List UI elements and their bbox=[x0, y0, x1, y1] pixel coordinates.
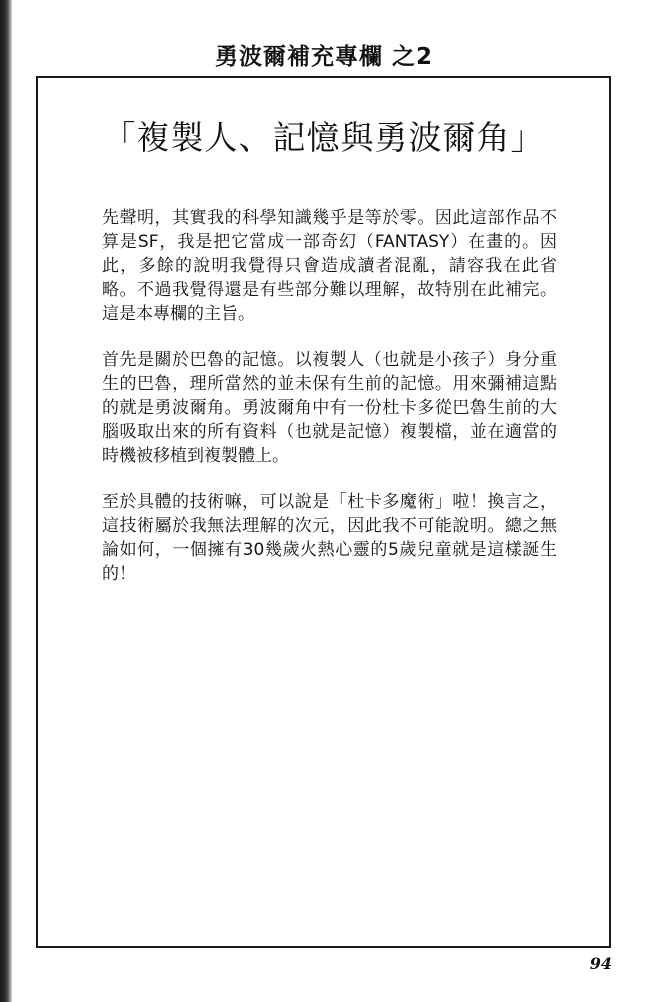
book-spine-shadow bbox=[0, 0, 12, 1002]
column-header: 勇波爾補充專欄 之2 bbox=[214, 44, 433, 70]
paragraph-2: 首先是關於巴魯的記憶。以複製人（也就是小孩子）身分重生的巴魯，理所當然的並未保有生前的記憶。用來彌補這點的就是勇波爾角。勇波爾角中有一份杜卡多從巴魯生前的大腦吸取出來的所有資料（也就是記憶）複製檔，並在適當的時機被移植到複製體上。 bbox=[102, 350, 557, 466]
paragraph-3: 至於具體的技術嘛，可以說是「杜卡多魔術」啦！換言之，這技術屬於我無法理解的次元，因此我不可能說明。總之無論如何，一個擁有30幾歲火熱心靈的5歲兒童就是這樣誕生的！ bbox=[102, 492, 557, 584]
page-number: 94 bbox=[589, 954, 612, 973]
column-frame bbox=[36, 76, 611, 948]
paragraph-1: 先聲明，其實我的科學知識幾乎是等於零。因此這部作品不算是SF，我是把它當成一部奇幻（FANTASY）在畫的。因此，多餘的說明我覺得只會造成讀者混亂，請容我在此省略。不過我覺得還是有些部分難以理解，故特別在此補完。這是本專欄的主旨。 bbox=[102, 208, 557, 324]
article-body bbox=[102, 206, 557, 608]
article-title: 「複製人、記憶與勇波爾角」 bbox=[102, 118, 545, 157]
